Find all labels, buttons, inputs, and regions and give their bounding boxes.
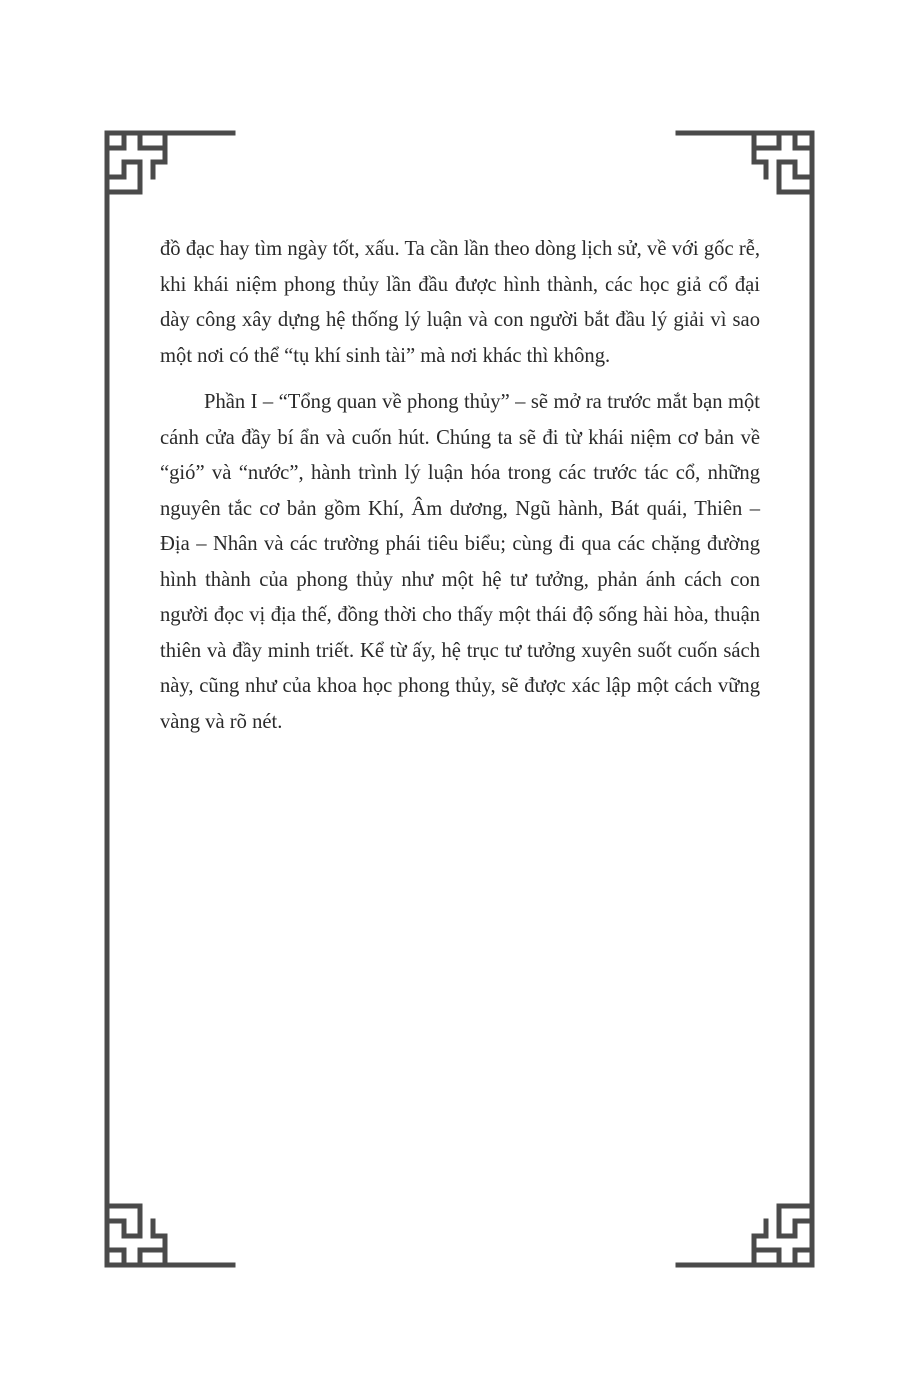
paragraph-2: Phần I – “Tổng quan về phong thủy” – sẽ mở ra trước mắt bạn một cánh cửa đầy bí ẩn và cuốn hút. Chúng ta sẽ đi từ khái niệm cơ bản về “gió” và “nước”, hành trình lý luận hóa trong các trước tác cổ, những nguyên tắc cơ bản gồm Khí, Âm dương, Ngũ hành, Bát quái, Thiên – Địa – Nhân và các trường phái tiêu biểu; cùng đi qua các chặng đường hình thành của phong thủy như một hệ tư tưởng, phản ánh cách con người đọc vị địa thế, đồng thời cho thấy một thái độ sống hài hòa, thuận thiên và đầy minh triết. Kể từ ấy, hệ trục tư tưởng xuyên suốt cuốn sách này, cũng như của khoa học phong thủy, sẽ được xác lập một cách vững vàng và rõ nét. <box>160 391 760 733</box>
corner-ornament-bottom-right <box>678 1206 812 1265</box>
body-text <box>160 232 760 740</box>
corner-ornament-bottom-left <box>107 1206 233 1265</box>
corner-ornament-top-right <box>678 133 812 192</box>
corner-ornament-top-left <box>107 133 233 192</box>
paragraph-1: đồ đạc hay tìm ngày tốt, xấu. Ta cần lần theo dòng lịch sử, về với gốc rễ, khi khái niệm phong thủy lần đầu được hình thành, các học giả cổ đại dày công xây dựng hệ thống lý luận và con người bắt đầu lý giải vì sao một nơi có thể “tụ khí sinh tài” mà nơi khác thì không. <box>160 238 760 367</box>
